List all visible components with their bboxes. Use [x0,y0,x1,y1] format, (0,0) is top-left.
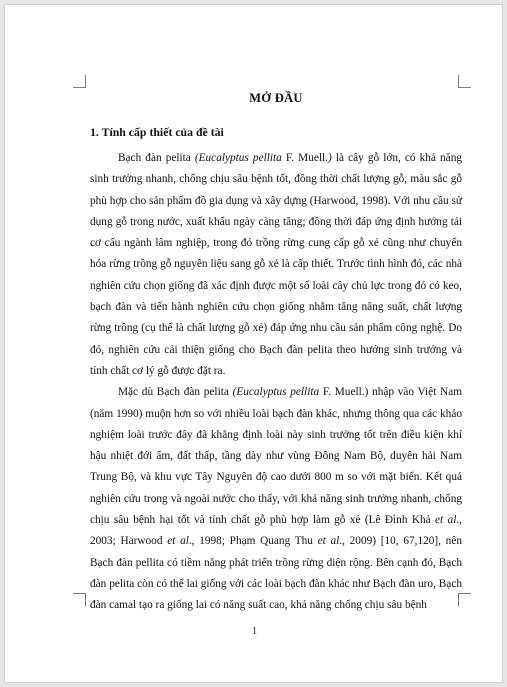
paragraph [90,148,462,382]
section-heading: 1. Tính cấp thiết của đề tài [90,125,224,139]
italic-text-run: ) [327,152,332,164]
text-run: F. Muell. [281,152,328,164]
italic-text-run: et al [167,535,189,548]
text-run: Bạch đàn pelita [118,152,195,164]
document-page [4,4,503,683]
text-run: F. Muell.) nhập vào Việt Nam (năm 1990) muộn hơn so với nhiều loài bạch đàn khác, nhưng thông qua các khảo nghiệm loài trước đây đã khẳng định loài này sinh trưởng tốt trên điều kiện khí hậu nhiệt đới ẩm, đất thấp, tầng dày như vùng Đông Nam Bộ, duyên hải Nam Trung Bộ, và khu vực Tây Nguyên độ cao dưới 800 m so với mặt biển. Kết quả nghiên cứu trong và ngoài nước cho thấy, với khả năng sinh trưởng nhanh, chống chịu sâu bệnh hại tốt và tính chất gỗ phù hợp làm gỗ xẻ (Lê Đình Khả [90,386,462,527]
crop-mark-bottom-left [73,593,86,606]
italic-text-run: (Eucalyptus pellita [194,152,282,164]
page-number: 1 [251,625,258,637]
document-title: MỞ ĐẦU [249,91,303,105]
crop-mark-top-left [73,75,86,88]
text-run: ., 2009) [10, 67,120], nên Bạch đàn pellita có tiềm năng phát triển trồng rừng diện rộng. Bên cạnh đó, Bạch đàn pelita còn có thể lai giống với các loài bạch đàn khác như Bạch đàn uro, Bạch đàn camal tạo ra giống lai có năng suất cao, khả năng chống chịu sâu bệnh [90,535,462,612]
text-run: Mặc dù Bạch đàn pelita [118,386,233,399]
italic-text-run: (Eucalyptus pellita [232,386,320,399]
text-run: ., 1998; Phạm Quang Thu [188,535,318,548]
crop-mark-top-right [458,75,471,88]
document-body [90,91,462,617]
italic-text-run: et al [435,514,457,527]
text-run: ., 2003; Harwood [90,514,462,548]
italic-text-run: et al [317,535,340,548]
text-run: là cây gỗ lớn, có khả năng sinh trưởng nhanh, chống chịu sâu bệnh tốt, đồng thời chất lượng gỗ, màu sắc gỗ phù hợp cho sản phẩm đồ gia dụng và xây dựng (Harwood, 1998). Với nhu cầu sử dụng gỗ trong nước, xuất khẩu ngày càng tăng; đồng thời đáp ứng định hướng tái cơ cấu ngành lâm nghiệp, trong đó trồng rừng cung cấp gỗ xẻ cũng như chuyển hóa rừng trồng gỗ nguyên liệu sang gỗ xẻ là cấp thiết. Trước tình hình đó, các nhà nghiên cứu chọn giống đã xác định được một số loài cây chủ lực trong đó có keo, bạch đàn và tiến hành nghiên cứu chọn giống nhằm tăng năng suất, chất lượng rừng trồng (cụ thể là chất lượng gỗ xẻ) đáp ứng nhu cầu sản phẩm công nghệ. Do đó, nghiên cứu cải thiện giống cho Bạch đàn pelita theo hướng sinh trưởng và tính chất cơ lý gỗ được đặt ra. [90,152,462,377]
paragraph [90,382,462,616]
